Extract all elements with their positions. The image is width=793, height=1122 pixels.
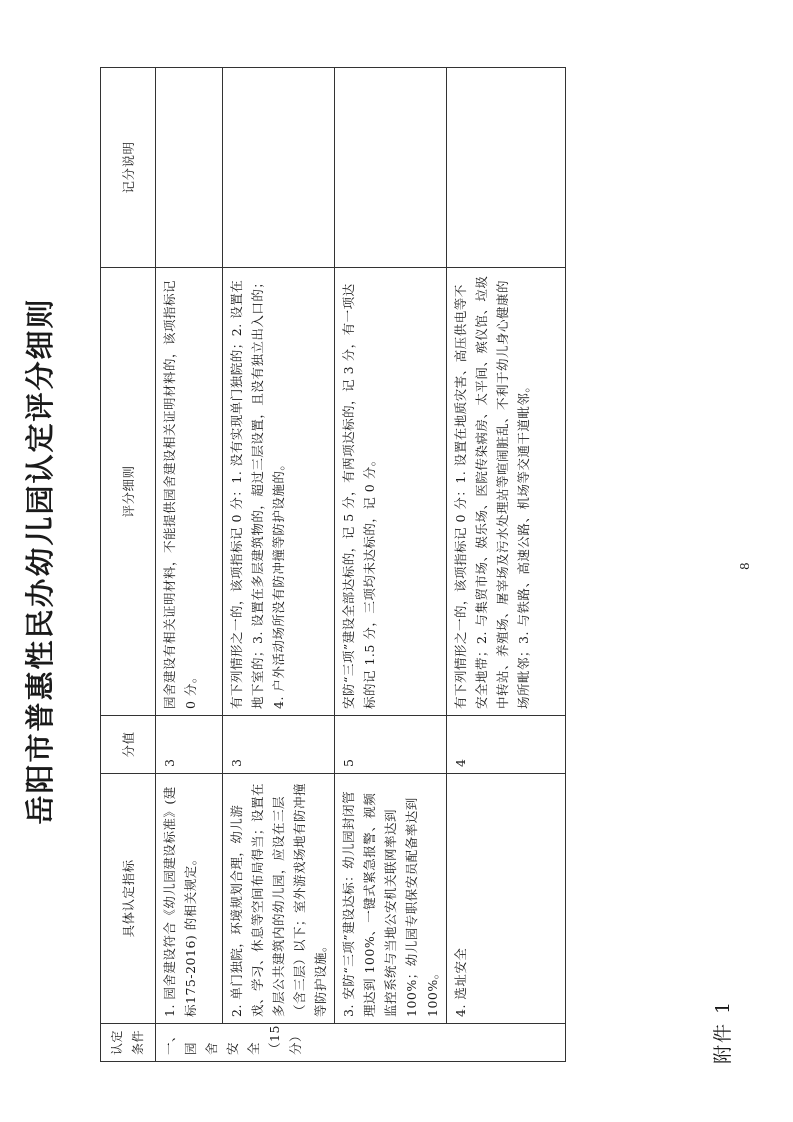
header-score: 分值: [101, 716, 156, 774]
table-row: [156, 68, 223, 1062]
category-cell: 一、园舍安全（15分）: [156, 1024, 566, 1062]
indicator-cell: 1. 园舍建设符合《幼儿园建设标准》(建标175-2016) 的相关规定。: [156, 774, 223, 1024]
score-cell: 3: [156, 716, 223, 774]
note-cell: [223, 68, 335, 268]
table-row: [335, 68, 447, 1062]
table-header-row: [101, 68, 156, 1062]
score-cell: 3: [223, 716, 335, 774]
rule-cell: 安防“三项”建设全部达标的，记 5 分，有两项达标的，记 3 分，有一项达标的记 1.5 分，三项均未达标的，记 0 分。: [335, 268, 447, 716]
rule-cell: 有下列情形之一的，该项指标记 0 分：1. 设置在地质灾害、高压供电等不安全地带；2. 与集贸市场、娱乐场、医院传染病房、太平间、殡仪馆、垃圾中转站、养殖场、屠宰场及污水处理站等喧闹脏乱、不利于幼儿身心健康的场所毗邻；3. 与铁路、高速公路、机场等交通干道毗邻。: [447, 268, 566, 716]
score-cell: 5: [335, 716, 447, 774]
note-cell: [335, 68, 447, 268]
indicator-cell: 4. 选址安全: [447, 774, 566, 1024]
scoring-table: [100, 67, 566, 1062]
note-cell: [447, 68, 566, 268]
header-condition: 认定条件: [101, 1024, 156, 1062]
header-rule: 评分细则: [101, 268, 156, 716]
indicator-cell: 2. 单门独院，环境规划合理，幼儿游戏、学习、休息等空间布局得当；设置在多层公共建筑内的幼儿园，应设在三层（含三层）以下；室外游戏场地有防冲撞等防护设施。: [223, 774, 335, 1024]
table-row: [223, 68, 335, 1062]
indicator-cell: 3. 安防“三项”建设达标：幼儿园封闭管理达到 100%、一键式紧急报警、视频监控系统与当地公安机关联网率达到 100%；幼儿园专职保安员配备率达到 100%。: [335, 774, 447, 1024]
rule-cell: 有下列情形之一的，该项指标记 0 分：1. 没有实现单门独院的；2. 设置在地下室的；3. 设置在多层建筑物的，超过三层设置，且没有独立出入口的；4. 户外活动场所没有防冲撞等防护设施的。: [223, 268, 335, 716]
header-indicator: 具体认定指标: [101, 774, 156, 1024]
note-cell: [156, 68, 223, 268]
page-number: 8: [738, 562, 752, 570]
attachment-label: 附件 1: [712, 999, 734, 1064]
document-title: 岳阳市普惠性民办幼儿园认定评分细则: [23, 297, 57, 825]
header-note: 记分说明: [101, 68, 156, 268]
score-cell: 4: [447, 716, 566, 774]
table-row: [447, 68, 566, 1062]
rule-cell: 园舍建设有相关证明材料，不能提供园舍建设相关证明材料的，该项指标记 0 分。: [156, 268, 223, 716]
